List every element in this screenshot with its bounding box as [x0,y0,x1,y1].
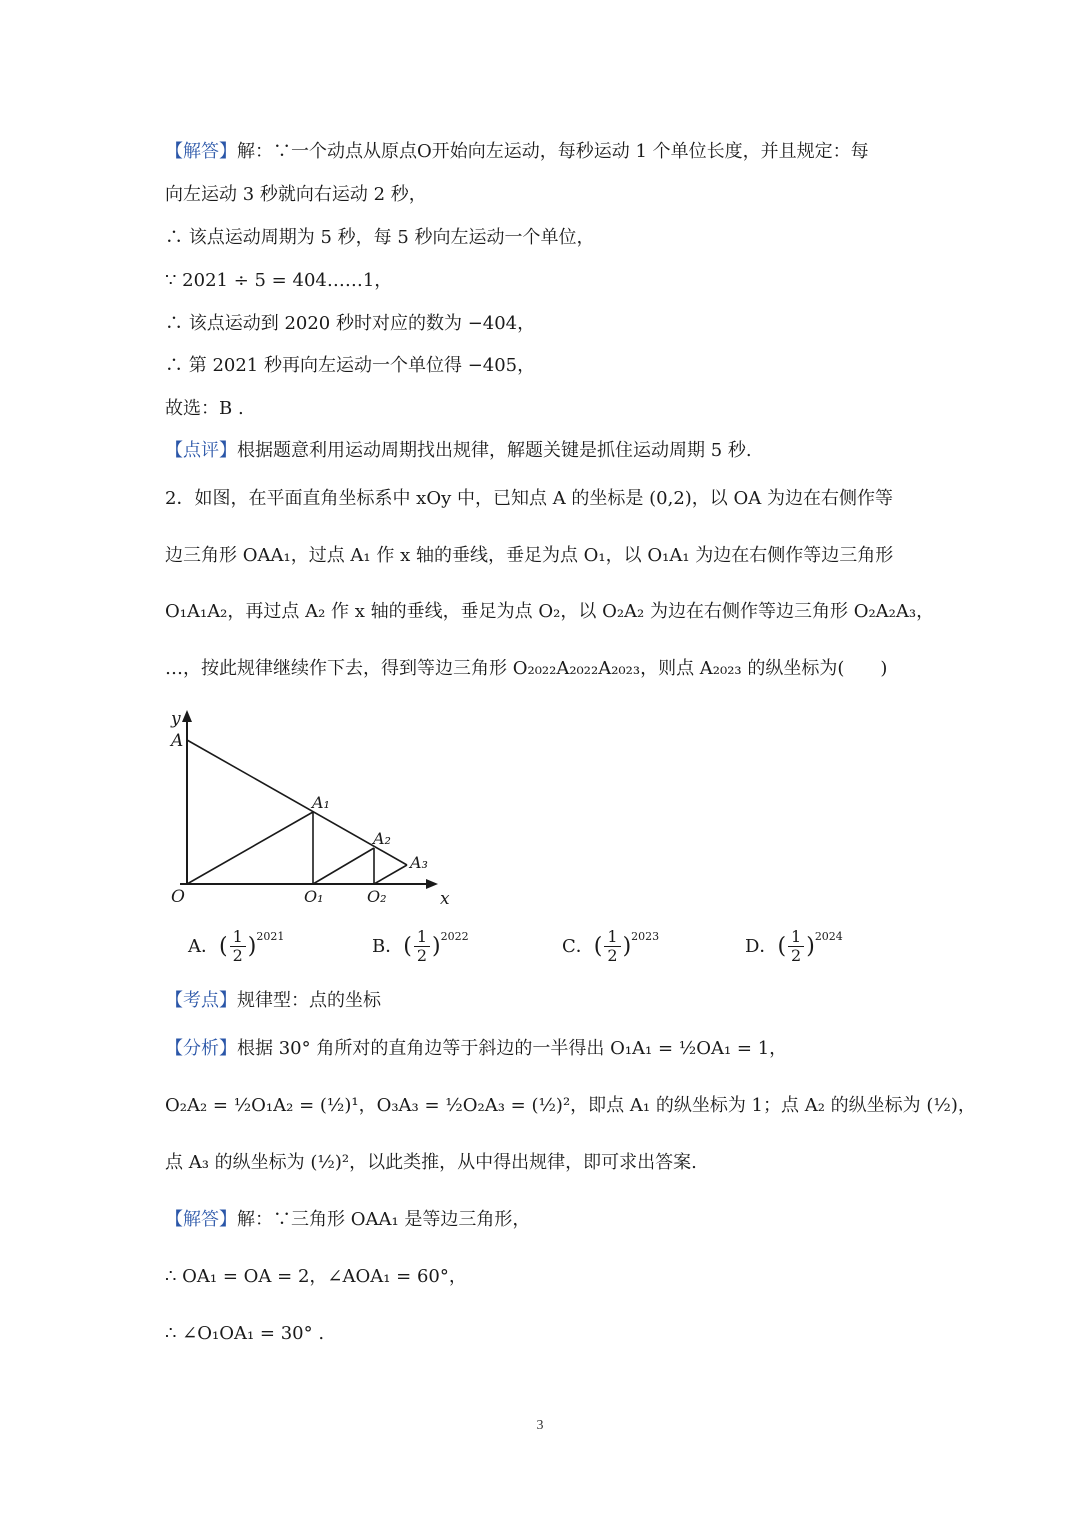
fraction [604,928,620,965]
numerator: 1 [604,928,620,947]
line-text: 根据题意利用运动周期找出规律，解题关键是抓住运动周期 5 秒. [237,440,752,461]
numerator: 1 [788,928,804,947]
text-line [165,312,535,336]
line-text: 2．如图，在平面直角坐标系中 xOy 中，已知点 A 的坐标是 (0,2)，以 OA 为边在右侧作等 [165,488,894,509]
numerator: 1 [414,928,430,947]
choice-b[interactable] [372,928,469,965]
text-line [165,269,392,293]
line-text: ∵ 2021 ÷ 5 = 404……1， [165,270,393,291]
line-text: ∴ 该点运动到 2020 秒时对应的数为 −404， [165,313,536,334]
question-line [165,600,934,624]
segment-O2-A3 [374,865,407,884]
label-tag: 【解答】 [165,1209,237,1230]
line-text: ∴ 该点运动周期为 5 秒，每 5 秒向左运动一个单位， [165,227,595,248]
label-A: A [171,731,184,751]
line-text: ∴ OA₁ = OA = 2，∠AOA₁ = 60°， [165,1266,467,1287]
close-paren: ) [806,933,815,959]
text-line [165,1322,324,1346]
text-line [165,354,535,378]
choice-letter: C． [562,935,594,957]
label-x: x [440,889,450,909]
text-line [165,183,427,207]
label-tag: 【分析】 [165,1038,237,1059]
choice-c[interactable] [562,928,659,965]
text-line [165,1208,530,1232]
close-paren: ) [432,933,441,959]
page-number: 3 [536,1418,544,1433]
exponent: 2021 [256,929,285,943]
text-line [165,1094,976,1118]
open-paren: ( [403,933,412,959]
text-line [165,226,595,250]
label-tag: 【考点】 [165,990,237,1011]
text-line [165,140,869,164]
choice-letter: D． [745,935,778,957]
denominator: 2 [607,946,618,965]
line-text: 边三角形 OAA₁，过点 A₁ 作 x 轴的垂线，垂足为点 O₁，以 O₁A₁ 为边在右侧作等边三角形 [165,545,894,566]
text-line [165,397,244,421]
y-axis-arrow-icon [182,710,192,722]
denominator: 2 [791,946,802,965]
line-text: 规律型：点的坐标 [237,990,381,1011]
line-text: ∴ ∠O₁OA₁ = 30° . [165,1323,325,1344]
line-text: O₂A₂ = ½O₁A₂ = (½)¹，O₃A₃ = ½O₂A₃ = (½)²，即点 A₁ 的纵坐标为 1；点 A₂ 的纵坐标为 (½)， [165,1095,976,1116]
denominator: 2 [416,946,428,965]
label-O: O [171,887,185,907]
line-text: 故选：B . [165,398,244,419]
segment-O-A1 [187,812,313,884]
open-paren: ( [219,933,228,959]
label-A2: A₂ [373,829,391,848]
denominator: 2 [232,946,243,965]
fraction [230,928,246,965]
line-text: …，按此规律继续作下去，得到等边三角形 O₂₀₂₂A₂₀₂₂A₂₀₂₃，则点 A₂₀₂₃ 的纵坐标为( ) [165,658,888,679]
open-paren: ( [593,933,603,959]
fraction [788,928,804,965]
label-tag: 【解答】 [165,141,237,162]
line-text: 点 A₃ 的纵坐标为 (½)²，以此类推，从中得出规律，即可求出答案. [165,1152,697,1173]
line-text: 根据 30° 角所对的直角边等于斜边的一半得出 O₁A₁ = ½OA₁ = 1， [237,1038,788,1059]
line-text: O₁A₁A₂，再过点 A₂ 作 x 轴的垂线，垂足为点 O₂，以 O₂A₂ 为边在右侧作等边三角形 O₂A₂A₃， [165,601,935,622]
close-paren: ) [622,933,632,959]
question-line [165,657,887,681]
label-A1: A₁ [312,793,330,812]
geometry-figure [160,704,460,909]
fraction [414,928,430,965]
text-line [165,1151,697,1175]
text-line [165,1265,467,1289]
choice-a[interactable] [188,928,284,965]
label-tag: 【点评】 [165,440,237,461]
label-O2: O₂ [367,887,387,906]
exponent: 2023 [631,929,660,943]
label-y: y [171,709,181,729]
text-line [165,1037,787,1061]
segment-O1-A2 [313,848,374,884]
choice-letter: B． [372,935,404,957]
numerator: 1 [230,928,246,947]
x-axis-arrow-icon [426,879,438,889]
choice-d[interactable] [745,928,843,965]
exponent: 2024 [814,929,843,943]
close-paren: ) [247,933,257,959]
label-A3: A₃ [410,853,428,872]
text-line [165,439,752,463]
choice-letter: A． [188,935,219,957]
question-line [165,544,893,568]
open-paren: ( [777,933,787,959]
question-line [165,487,893,511]
line-text: 解：∵三角形 OAA₁ 是等边三角形， [237,1209,531,1230]
text-line [165,989,381,1013]
line-text: 向左运动 3 秒就向右运动 2 秒， [165,184,427,205]
line-text: 解：∵一个动点从原点O开始向左运动，每秒运动 1 个单位长度，并且规定：每 [237,141,869,162]
label-O1: O₁ [304,887,324,906]
line-text: ∴ 第 2021 秒再向左运动一个单位得 −405， [165,355,536,376]
exponent: 2022 [440,929,469,943]
